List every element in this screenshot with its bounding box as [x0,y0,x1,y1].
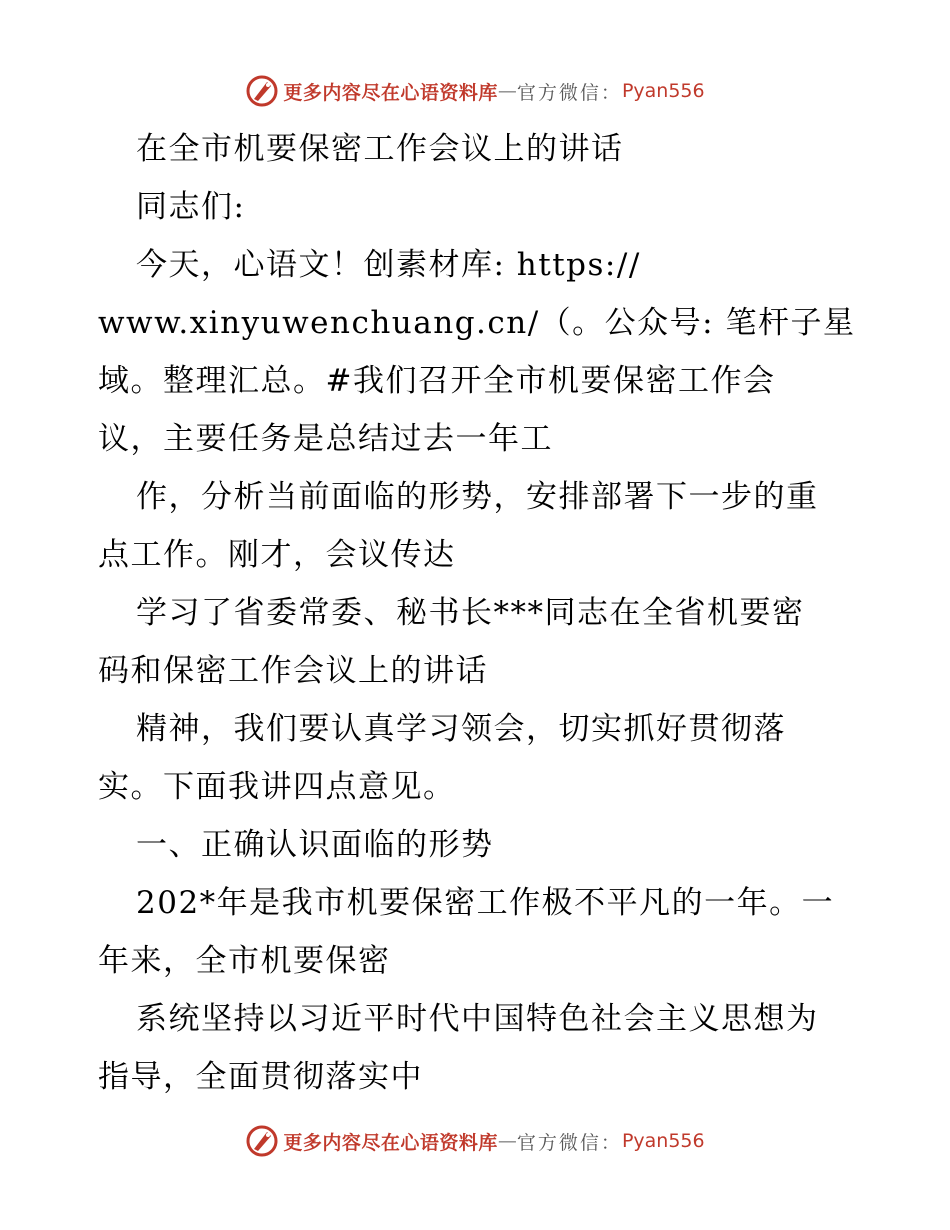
paragraph-line: 码和保密工作会议上的讲话 [98,653,488,689]
paragraph-line: www.xinyuwenchuang.cn/（。公众号: 笔杆子星 [98,305,856,341]
banner-wechat-label: 官方微信： [516,1131,622,1154]
pen-nib-circle-icon [245,1124,279,1158]
paragraph-line: 实。下面我讲四点意见。 [98,769,456,805]
banner-wechat-id: Pyan556 [621,1130,705,1152]
paragraph-line: 指导，全面贯彻落实中 [98,1059,423,1095]
salutation: 同志们: [136,189,246,225]
paragraph-line: 域。整理汇总。#我们召开全市机要保密工作会 [98,363,776,399]
paragraph-line: 今天，心语文！创素材库: https:// [136,247,641,283]
paragraph-line: 议，主要任务是总结过去一年工 [98,421,553,457]
paragraph-line: 年来，全市机要保密 [98,943,391,979]
paragraph-line: 系统坚持以习近平时代中国特色社会主义思想为 [136,1001,819,1037]
section-heading: 一、正确认识面临的形势 [136,827,494,863]
banner-wechat-label: 官方微信： [516,81,622,104]
banner-dash: — [497,1130,517,1152]
banner-wechat-id: Pyan556 [621,80,705,102]
paragraph-line: 精神，我们要认真学习领会，切实抓好贯彻落 [136,711,786,747]
document-body [98,120,858,1106]
paragraph-line: 202*年是我市机要保密工作极不平凡的一年。一 [136,885,835,921]
paragraph-line: 学习了省委常委、秘书长***同志在全省机要密 [136,595,805,631]
document-title: 在全市机要保密工作会议上的讲话 [136,131,624,167]
banner-dash: — [497,80,517,102]
footer-watermark-banner [0,1121,950,1161]
paragraph-line: 作，分析当前面临的形势，安排部署下一步的重 [136,479,819,515]
banner-site-name: 更多内容尽在心语资料库 [283,81,498,104]
header-watermark-banner [0,71,950,111]
pen-nib-circle-icon [245,74,279,108]
banner-site-name: 更多内容尽在心语资料库 [283,1131,498,1154]
paragraph-line: 点工作。刚才，会议传达 [98,537,456,573]
